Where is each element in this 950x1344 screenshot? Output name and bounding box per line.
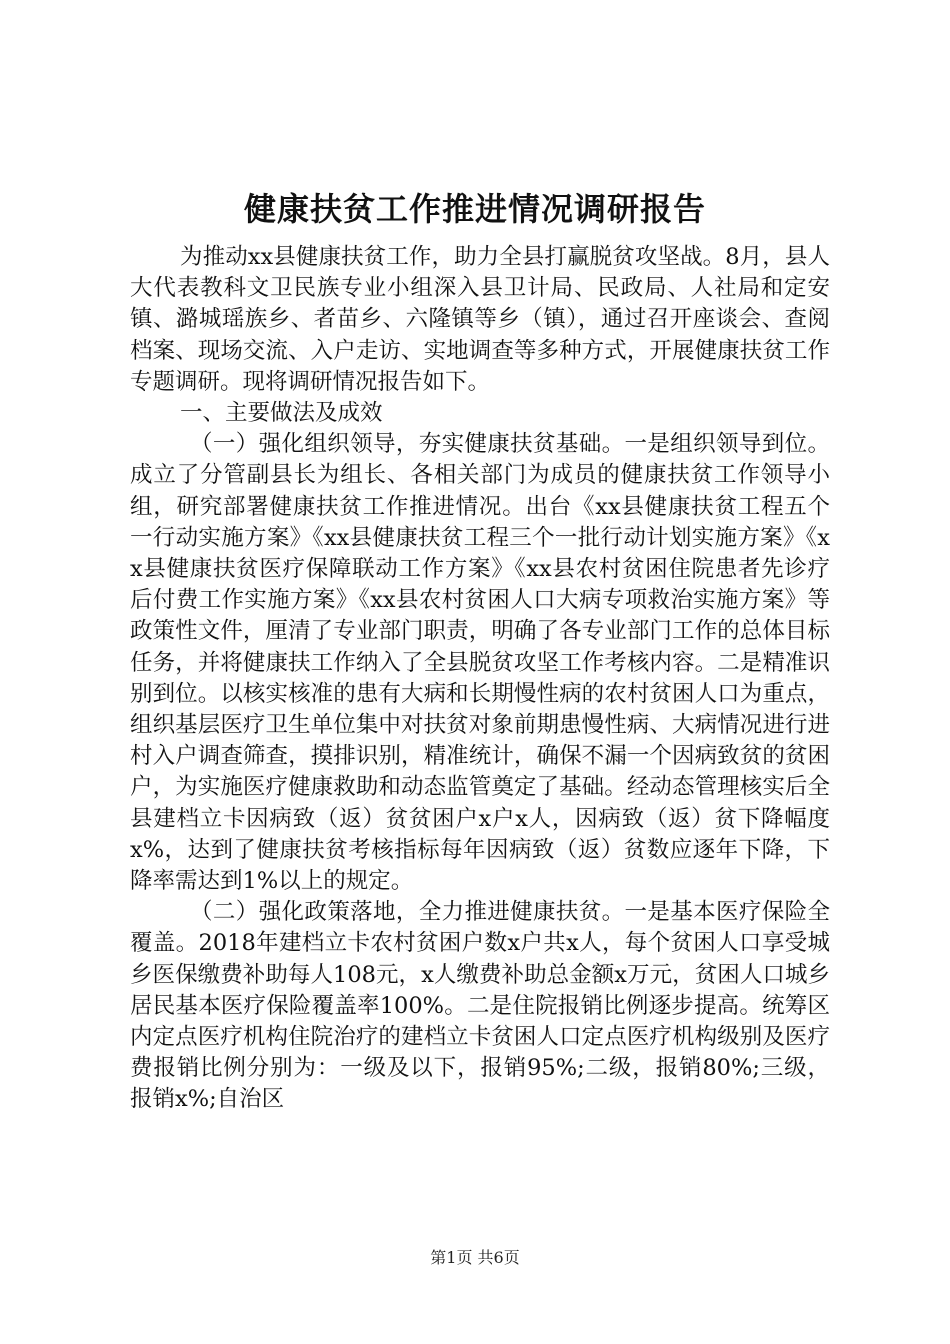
- paragraph-organization-leadership: （一）强化组织领导，夯实健康扶贫基础。一是组织领导到位。成立了分管副县长为组长、各相关部门为成员的健康扶贫工作领导小组，研究部署健康扶贫工作推进情况。出台《xx县健康扶贫工程五个一行动实施方案》《xx县健康扶贫工程三个一批行动计划实施方案》《xx县健康扶贫医疗保障联动工作方案》《xx县农村贫困住院患者先诊疗后付费工作实施方案》《xx县农村贫困人口大病专项救治实施方案》等政策性文件，厘清了专业部门职责，明确了各专业部门工作的总体目标任务，并将健康扶工作纳入了全县脱贫攻坚工作考核内容。二是精准识别到位。以核实核准的患有大病和长期慢性病的农村贫困人口为重点，组织基层医疗卫生单位集中对扶贫对象前期患慢性病、大病情况进行进村入户调查筛查，摸排识别，精准统计，确保不漏一个因病致贫的贫困户，为实施医疗健康救助和动态监管奠定了基础。经动态管理核实后全县建档立卡因病致（返）贫贫困户x户x人，因病致（返）贫下降幅度x%，达到了健康扶贫考核指标每年因病致（返）贫数应逐年下降，下降率需达到1%以上的规定。: [130, 431, 830, 895]
- intro-paragraph: 为推动xx县健康扶贫工作，助力全县打赢脱贫攻坚战。8月，县人大代表教科文卫民族专业小组深入县卫计局、民政局、人社局和定安镇、潞城瑶族乡、者苗乡、六隆镇等乡（镇），通过召开座谈会、查阅档案、现场交流、入户走访、实地调查等多种方式，开展健康扶贫工作专题调研。现将调研情况报告如下。: [130, 244, 830, 395]
- document-body: [130, 242, 830, 1116]
- document-title: 健康扶贫工作推进情况调研报告: [243, 190, 706, 228]
- page-number-footer: 第1页 共6页: [430, 1248, 520, 1267]
- section-heading-main-practices: 一、主要做法及成效: [180, 400, 383, 427]
- paragraph-policy-implementation: （二）强化政策落地，全力推进健康扶贫。一是基本医疗保险全覆盖。2018年建档立卡农村贫困户数x户共x人，每个贫困人口享受城乡医保缴费补助每人108元，x人缴费补助总金额x万元，贫困人口城乡居民基本医疗保险覆盖率100%。二是住院报销比例逐步提高。统筹区内定点医疗机构住院治疗的建档立卡贫困人口定点医疗机构级别及医疗费报销比例分别为：一级及以下，报销95%;二级，报销80%;三级，报销x%;自治区: [130, 899, 830, 1113]
